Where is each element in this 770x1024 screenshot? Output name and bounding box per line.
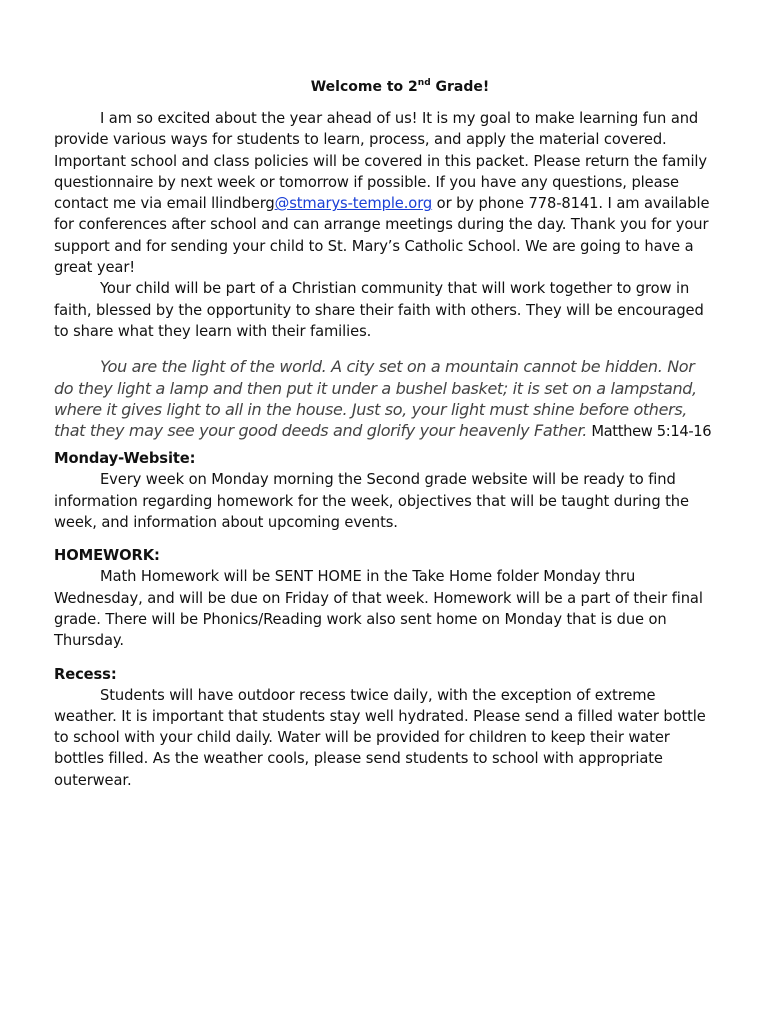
section-heading: HOMEWORK: xyxy=(54,547,160,565)
intro-text-before-link: I am so excited about the year ahead of us! It is my goal to make learning fun and provide various ways for students to learn, process, and apply the material covered. Important school and class policies will be covered in this packet. Please return the family questionnaire by next week or tomorrow if possible. If you have any questions, please contact me via email llindberg xyxy=(54,110,707,213)
page-title xyxy=(54,76,718,98)
section-body: Math Homework will be SENT HOME in the Take Home folder Monday thru Wednesday, and will be due on Friday of that week. Homework will be a part of their final grade. There will be Phonics/Reading work also sent home on Monday that is due on Thursday. xyxy=(54,568,703,650)
section-body: Every week on Monday morning the Second grade website will be ready to find information regarding homework for the week, objectives that will be taught during the week, and information about upcoming events. xyxy=(54,471,689,532)
title-superscript: nd xyxy=(417,78,431,88)
community-paragraph: Your child will be part of a Christian community that will work together to grow in faith, blessed by the opportunity to share their faith with others. They will be encouraged to share what they learn with their families. xyxy=(54,280,704,340)
letter-page xyxy=(54,76,718,791)
intro-paragraph xyxy=(54,108,718,278)
section-heading: Monday-Website: xyxy=(54,450,196,468)
section-monday-website xyxy=(54,448,718,533)
quote-text: You are the light of the world. A city set on a mountain cannot be hidden. Nor do they light a lamp and then put it under a bushel basket; it is set on a lampstand, where it gives light to all in the house. Just so, your light must shine before others, that they may see your good deeds and glorify your heavenly Father. xyxy=(54,357,697,441)
intro-text-after-link: or by phone 778-8141. I am available for conferences after school and can arrange meetings during the day. Thank you for your support and for sending your child to St. Mary’s Catholic School. We are going to have a great year! xyxy=(54,195,710,277)
quote-reference: Matthew 5:14-16 xyxy=(587,423,712,441)
section-heading: Recess: xyxy=(54,665,117,683)
section-recess xyxy=(54,664,718,791)
section-body: Students will have outdoor recess twice daily, with the exception of extreme weather. It is important that students stay well hydrated. Please send a filled water bottle to school with your child daily. Water will be provided for children to keep their water bottles filled. As the weather cools, please send students to school with appropriate outerwear. xyxy=(54,686,706,789)
section-homework xyxy=(54,545,718,651)
email-link[interactable]: @stmarys-temple.org xyxy=(274,195,433,213)
title-prefix: Welcome to 2 xyxy=(310,79,418,95)
scripture-quote xyxy=(54,356,718,442)
title-suffix: Grade! xyxy=(430,79,490,95)
